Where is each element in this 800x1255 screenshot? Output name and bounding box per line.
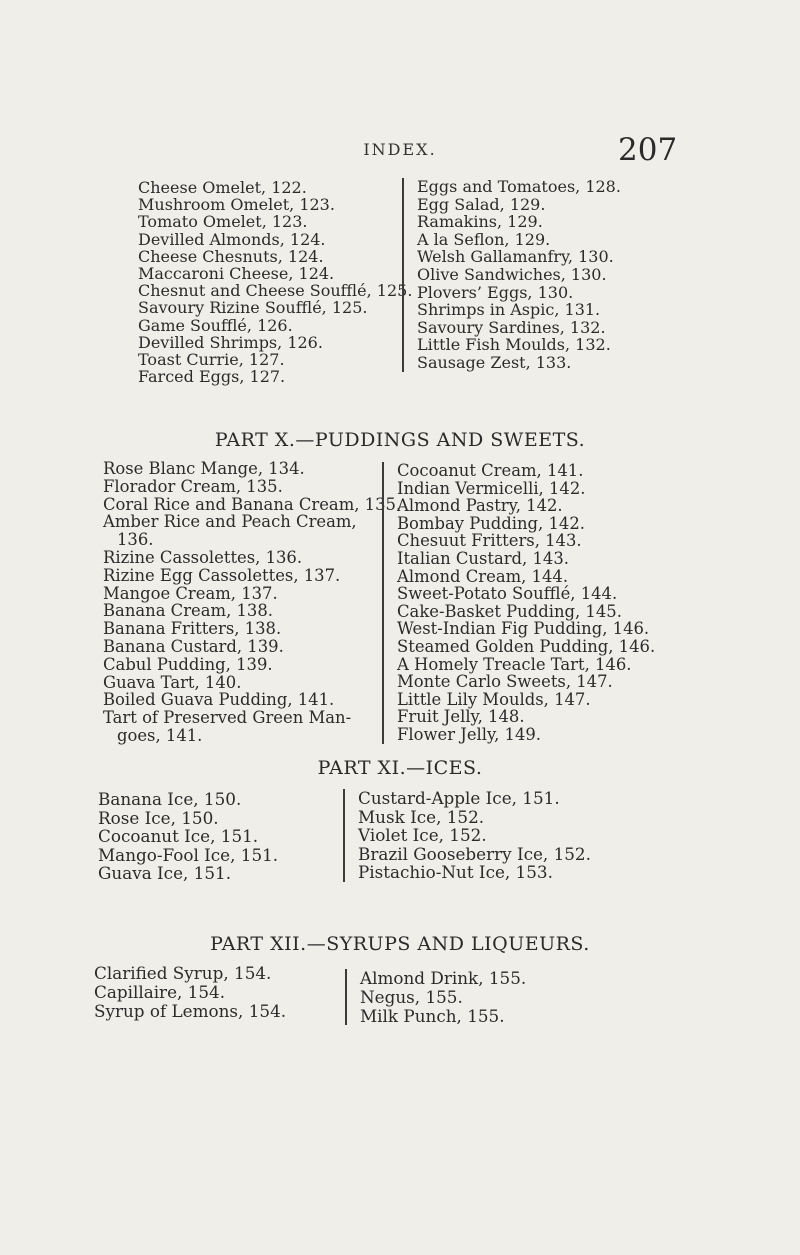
index-entry: Custard-Apple Ice, 151. [358, 788, 560, 808]
index-entry: Syrup of Lemons, 154. [94, 1000, 287, 1021]
index-entry: A Homely Treacle Tart, 146. [397, 654, 632, 674]
index-entry: Sausage Zest, 133. [417, 352, 572, 372]
index-column-right [382, 462, 667, 744]
index-entry: Bombay Pudding, 142. [397, 513, 585, 533]
index-entry: Brazil Gooseberry Ice, 152. [358, 843, 591, 864]
index-entry: Negus, 155. [360, 986, 463, 1007]
index-entry: Rose Ice, 150. [98, 807, 219, 828]
index-entry: Guava Ice, 151. [98, 863, 232, 884]
index-entry: Rizine Egg Cassolettes, 137. [103, 565, 341, 585]
index-entry: Guava Tart, 140. [103, 672, 242, 692]
index-column-right [402, 178, 677, 372]
index-entry: Olive Sandwiches, 130. [417, 264, 607, 284]
index-entry: Mango-Fool Ice, 151. [98, 844, 279, 865]
index-entry: Banana Cream, 138. [103, 601, 273, 621]
index-entry: Clarified Syrup, 154. [94, 963, 272, 983]
index-entry: Almond Pastry, 142. [397, 496, 563, 516]
index-column-right [345, 969, 640, 1025]
index-entry: Fruit Jelly, 148. [397, 707, 525, 727]
index-entry: Boiled Guava Pudding, 141. [103, 690, 335, 710]
index-entry: A la Seflon, 129. [417, 229, 551, 249]
index-entry: Chesnut and Cheese Soufflé, 125. [138, 281, 413, 301]
index-entry: Italian Custard, 143. [397, 548, 569, 568]
index-entry: Musk Ice, 152. [358, 806, 485, 827]
index-entry: Violet Ice, 152. [358, 825, 487, 846]
section-heading: PART XII.—SYRUPS AND LIQUEURS. [210, 933, 590, 955]
index-entry: Banana Custard, 139. [103, 636, 284, 656]
section-heading: PART XI.—ICES. [317, 757, 483, 779]
index-entry: Farced Eggs, 127. [138, 367, 286, 387]
index-entry: Amber Rice and Peach Cream, 136. [103, 512, 357, 550]
index-entry: Chesuut Fritters, 143. [397, 531, 582, 551]
index-entry: Savoury Sardines, 132. [417, 317, 606, 337]
index-column-left [98, 790, 338, 883]
index-entry: Cheese Omelet, 122. [138, 178, 307, 197]
index-entry: Cheese Chesnuts, 124. [138, 246, 324, 266]
index-entry: Indian Vermicelli, 142. [397, 478, 586, 498]
index-entry: Steamed Golden Pudding, 146. [397, 636, 656, 656]
index-entry: Devilled Shrimps, 126. [138, 332, 323, 352]
index-entry: Egg Salad, 129. [417, 194, 546, 214]
index-entry: Welsh Gallamanfry, 130. [417, 247, 614, 267]
index-entry: Plovers’ Eggs, 130. [417, 282, 574, 302]
index-entry: Milk Punch, 155. [360, 1005, 505, 1026]
index-entry: Little Fish Moulds, 132. [417, 335, 611, 355]
index-entry: Tart of Preserved Green Man-goes, 141. [103, 708, 352, 745]
index-entry: Flower Jelly, 149. [397, 724, 542, 744]
index-entry: Toast Currie, 127. [138, 350, 285, 370]
index-entry: Banana Fritters, 138. [103, 619, 282, 639]
index-column-left [103, 459, 402, 745]
index-entry: Sweet-Potato Soufflé, 144. [397, 584, 618, 604]
index-entry: Devilled Almonds, 124. [138, 229, 326, 249]
section-heading: PART X.—PUDDINGS AND SWEETS. [214, 429, 586, 451]
index-entry: Cabul Pudding, 139. [103, 654, 273, 674]
index-entry: Almond Cream, 144. [397, 566, 569, 586]
index-entry: Cocoanut Cream, 141. [397, 461, 584, 480]
index-entry: Pistachio-Nut Ice, 153. [358, 862, 553, 883]
index-entry: Florador Cream, 135. [103, 476, 283, 496]
index-column-left [94, 964, 334, 1020]
index-entry: Maccaroni Cheese, 124. [138, 264, 335, 284]
index-entry: Capillaire, 154. [94, 981, 226, 1002]
index-entry: Game Soufflé, 126. [138, 315, 293, 335]
index-entry: Ramakins, 129. [417, 212, 543, 232]
index-entry: Rizine Cassolettes, 136. [103, 547, 303, 567]
index-entry: Coral Rice and Banana Cream, 135. [103, 494, 402, 514]
index-entry: Monte Carlo Sweets, 147. [397, 672, 613, 692]
index-entry: Mangoe Cream, 137. [103, 583, 278, 603]
index-entry: Shrimps in Aspic, 131. [417, 300, 601, 320]
index-entry: Almond Drink, 155. [360, 968, 527, 988]
index-entry: Cake-Basket Pudding, 145. [397, 601, 622, 621]
index-entry: Tomato Omelet, 123. [138, 212, 308, 232]
index-entry: Rose Blanc Mange, 134. [103, 459, 305, 478]
page-number: 207 [618, 132, 678, 168]
running-head: INDEX. [363, 140, 437, 159]
index-entry: Savoury Rizine Soufflé, 125. [138, 298, 368, 318]
index-column-left [138, 178, 413, 387]
index-entry: West-Indian Fig Pudding, 146. [397, 619, 650, 639]
index-entry: Banana Ice, 150. [98, 789, 242, 809]
index-entry: Cocoanut Ice, 151. [98, 826, 259, 847]
index-column-right [343, 789, 638, 882]
index-entry: Eggs and Tomatoes, 128. [417, 177, 621, 196]
index-entry: Little Lily Moulds, 147. [397, 689, 591, 709]
index-entry: Mushroom Omelet, 123. [138, 195, 335, 215]
